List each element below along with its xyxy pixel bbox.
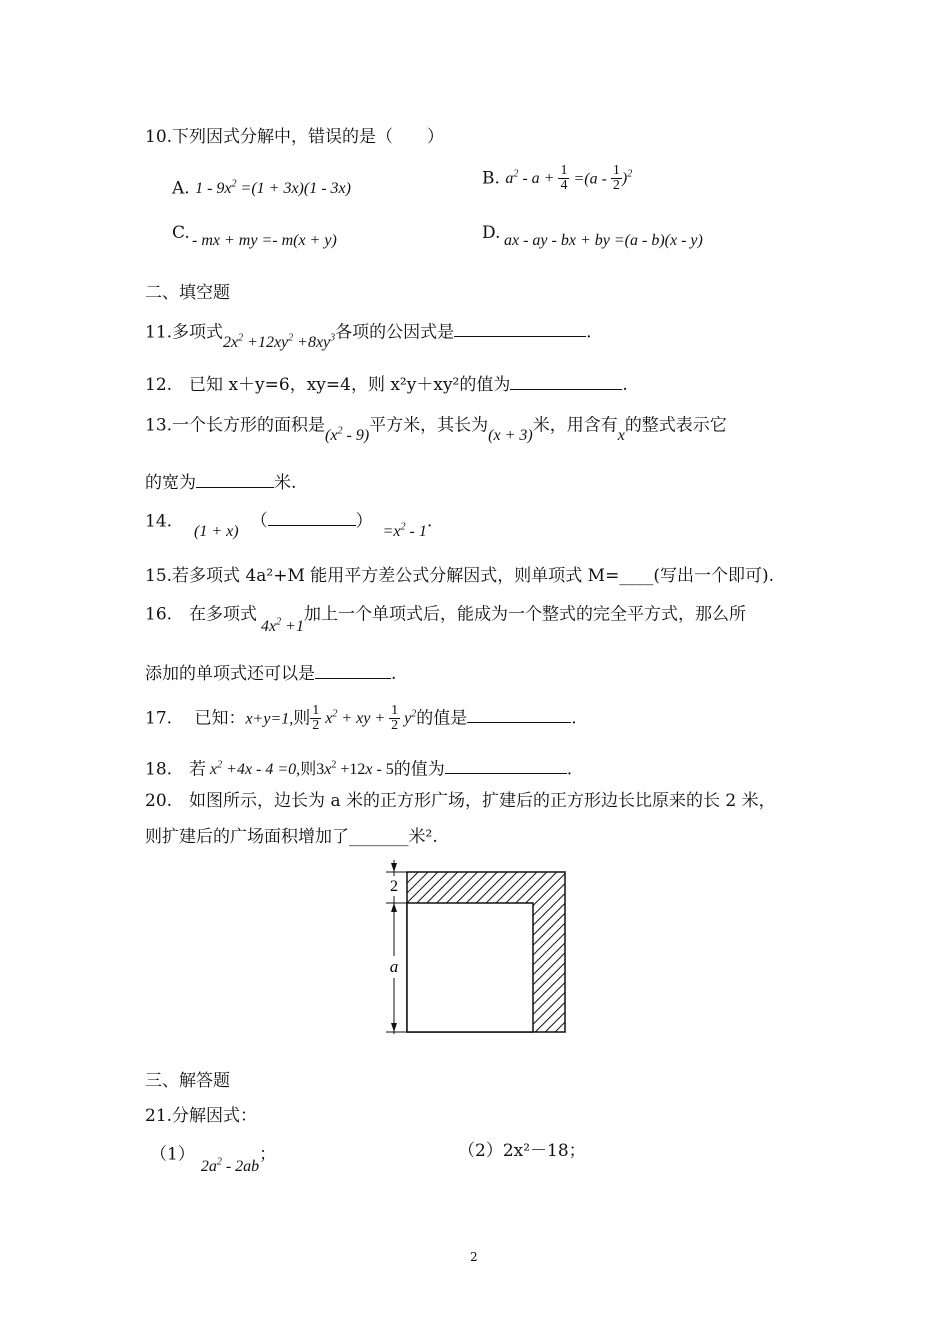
option-label: C. — [172, 223, 190, 243]
answer-blank[interactable] — [268, 509, 356, 526]
q10-option-c-expr: - mx + my =- m(x + y) — [192, 232, 337, 249]
q17: 17. 已知：x+y=1,则 $\frac{1}{2}$ $x^2$ + xy + $\frac{1}{2}$ $y^2$的值是 . — [145, 703, 577, 734]
q10-option-b: B. $a^2$ - a + $\frac{1}{4}$ =(a - $\frac{1}{2}$ )$^2$ — [482, 163, 633, 194]
original-square — [407, 903, 533, 1032]
section3-title: 三、解答题 — [145, 1071, 230, 1091]
answer-blank[interactable] — [454, 320, 586, 337]
answer-blank[interactable] — [510, 373, 622, 390]
q16: 16. 在多项式$4x^2 +1$加上一个单项式后，能成为一个整式的完全平方式，那么所 — [145, 604, 746, 636]
answer-blank[interactable] — [445, 757, 567, 774]
q14: 14.(1 + x)（ ）$=x^2 - 1$. — [145, 511, 433, 541]
q13-line2: 的宽为 米. — [145, 473, 297, 493]
q10-stem: 10.下列因式分解中，错误的是（ ） — [145, 127, 445, 147]
q11: 11.多项式$2x^2 +12xy^2 +8xy^3$各项的公因式是 . — [145, 322, 592, 352]
section2-title: 二、填空题 — [145, 283, 230, 303]
q16-line2: 添加的单项式还可以是 . — [145, 664, 397, 684]
q21-part2: （2）2x²－18； — [458, 1141, 586, 1161]
option-label: D. — [482, 223, 501, 243]
q13: 13.一个长方形的面积是$(x^2 - 9)$平方米，其长为(x + 3)米，用含有x的整式表示它 — [145, 415, 727, 445]
q10-option-c — [172, 222, 190, 244]
label-a: a — [389, 957, 399, 976]
q15: 15.若多项式 4a²+M 能用平方差公式分解因式，则单项式 M=____(写出一个即可). — [145, 566, 774, 586]
q20-line2: 则扩建后的广场面积增加了_______米². — [145, 827, 438, 847]
option-label: A. — [172, 178, 190, 199]
square-figure — [372, 858, 572, 1038]
q18: 18. 若 $x^2 +4x - 4 =0$,则$3x^2 +12x - 5$的值为 . — [145, 759, 573, 780]
q10-option-a: A. $1 - 9x^2 =(1 + 3x)(1 - 3x)$ — [172, 178, 351, 199]
answer-blank[interactable] — [467, 706, 571, 723]
q21-part1: $(1)2a^2 - 2ab$； — [150, 1144, 277, 1176]
answer-blank[interactable] — [196, 471, 274, 488]
q10-option-d — [482, 222, 500, 244]
q21-stem: 21.分解因式： — [145, 1106, 258, 1126]
q12: 12. 已知 x＋y=6，xy=4，则 x²y＋xy²的值为 . — [145, 375, 628, 395]
answer-blank[interactable] — [315, 662, 391, 679]
option-label: B. — [482, 168, 500, 189]
q20-line1: 20. 如图所示，边长为 a 米的正方形广场，扩建后的正方形边长比原来的长 2 米， — [145, 791, 776, 811]
q10-option-d-expr: ax - ay - bx + by =(a - b)(x - y) — [504, 232, 703, 249]
label-2: 2 — [390, 878, 398, 895]
page-number: 2 — [470, 1250, 478, 1264]
